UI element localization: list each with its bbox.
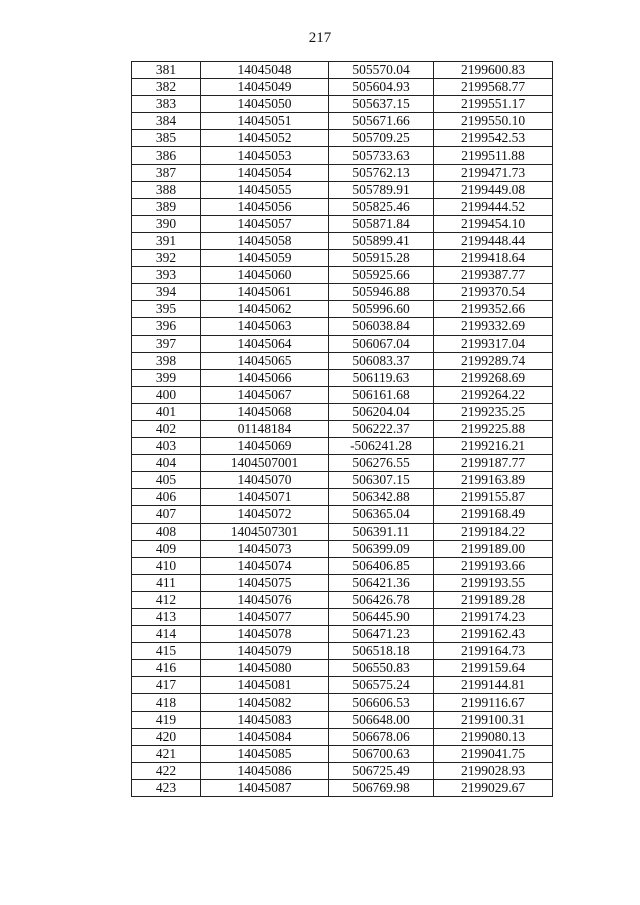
point-number-cell: 398 — [132, 352, 201, 369]
point-id-cell: 1404507001 — [201, 455, 329, 472]
x-coordinate-cell: 506161.68 — [329, 386, 434, 403]
table-row — [132, 711, 553, 728]
point-number-cell: 414 — [132, 626, 201, 643]
point-number-cell: 406 — [132, 489, 201, 506]
point-id-cell: 14045061 — [201, 284, 329, 301]
table-row — [132, 643, 553, 660]
point-number-cell: 413 — [132, 609, 201, 626]
y-coordinate-cell: 2199418.64 — [434, 250, 553, 267]
point-number-cell: 418 — [132, 694, 201, 711]
point-number-cell: 396 — [132, 318, 201, 335]
table-row — [132, 403, 553, 420]
point-id-cell: 14045085 — [201, 745, 329, 762]
point-id-cell: 14045080 — [201, 660, 329, 677]
y-coordinate-cell: 2199235.25 — [434, 403, 553, 420]
table-row — [132, 181, 553, 198]
point-id-cell: 14045072 — [201, 506, 329, 523]
point-number-cell: 384 — [132, 113, 201, 130]
y-coordinate-cell: 2199542.53 — [434, 130, 553, 147]
point-number-cell: 415 — [132, 643, 201, 660]
x-coordinate-cell: 505570.04 — [329, 62, 434, 79]
x-coordinate-cell: 506700.63 — [329, 745, 434, 762]
point-number-cell: 383 — [132, 96, 201, 113]
table-row — [132, 62, 553, 79]
point-number-cell: 391 — [132, 232, 201, 249]
point-id-cell: 14045081 — [201, 677, 329, 694]
x-coordinate-cell: 506769.98 — [329, 779, 434, 796]
point-id-cell: 14045079 — [201, 643, 329, 660]
x-coordinate-cell: 506648.00 — [329, 711, 434, 728]
point-id-cell: 14045066 — [201, 369, 329, 386]
point-number-cell: 382 — [132, 79, 201, 96]
y-coordinate-cell: 2199444.52 — [434, 198, 553, 215]
point-number-cell: 417 — [132, 677, 201, 694]
x-coordinate-cell: 505604.93 — [329, 79, 434, 96]
y-coordinate-cell: 2199264.22 — [434, 386, 553, 403]
table-row — [132, 762, 553, 779]
table-row — [132, 438, 553, 455]
point-id-cell: 14045068 — [201, 403, 329, 420]
x-coordinate-cell: 506575.24 — [329, 677, 434, 694]
x-coordinate-cell: 505871.84 — [329, 215, 434, 232]
point-id-cell: 14045048 — [201, 62, 329, 79]
table-row — [132, 523, 553, 540]
x-coordinate-cell: 506083.37 — [329, 352, 434, 369]
point-id-cell: 14045073 — [201, 540, 329, 557]
point-id-cell: 14045059 — [201, 250, 329, 267]
table-row — [132, 284, 553, 301]
x-coordinate-cell: 506518.18 — [329, 643, 434, 660]
table-row — [132, 352, 553, 369]
point-id-cell: 14045065 — [201, 352, 329, 369]
y-coordinate-cell: 2199189.28 — [434, 591, 553, 608]
point-number-cell: 389 — [132, 198, 201, 215]
x-coordinate-cell: 506406.85 — [329, 557, 434, 574]
table-row — [132, 626, 553, 643]
x-coordinate-cell: 505733.63 — [329, 147, 434, 164]
point-id-cell: 14045050 — [201, 96, 329, 113]
table-row — [132, 574, 553, 591]
point-id-cell: 14045051 — [201, 113, 329, 130]
x-coordinate-cell: 506725.49 — [329, 762, 434, 779]
coordinates-table-body — [132, 62, 553, 797]
x-coordinate-cell: 505996.60 — [329, 301, 434, 318]
point-id-cell: 14045060 — [201, 267, 329, 284]
y-coordinate-cell: 2199216.21 — [434, 438, 553, 455]
y-coordinate-cell: 2199189.00 — [434, 540, 553, 557]
point-id-cell: 14045067 — [201, 386, 329, 403]
x-coordinate-cell: 506550.83 — [329, 660, 434, 677]
y-coordinate-cell: 2199187.77 — [434, 455, 553, 472]
table-row — [132, 591, 553, 608]
x-coordinate-cell: 506307.15 — [329, 472, 434, 489]
point-id-cell: 14045055 — [201, 181, 329, 198]
point-number-cell: 397 — [132, 335, 201, 352]
x-coordinate-cell: 505709.25 — [329, 130, 434, 147]
x-coordinate-cell: 506365.04 — [329, 506, 434, 523]
y-coordinate-cell: 2199454.10 — [434, 215, 553, 232]
x-coordinate-cell: 506391.11 — [329, 523, 434, 540]
table-row — [132, 506, 553, 523]
x-coordinate-cell: 506445.90 — [329, 609, 434, 626]
point-number-cell: 381 — [132, 62, 201, 79]
table-row — [132, 779, 553, 796]
x-coordinate-cell: 505637.15 — [329, 96, 434, 113]
point-id-cell: 14045083 — [201, 711, 329, 728]
x-coordinate-cell: 506276.55 — [329, 455, 434, 472]
point-id-cell: 14045054 — [201, 164, 329, 181]
y-coordinate-cell: 2199471.73 — [434, 164, 553, 181]
y-coordinate-cell: 2199159.64 — [434, 660, 553, 677]
table-row — [132, 540, 553, 557]
point-id-cell: 14045058 — [201, 232, 329, 249]
table-row — [132, 232, 553, 249]
y-coordinate-cell: 2199550.10 — [434, 113, 553, 130]
point-id-cell: 14045075 — [201, 574, 329, 591]
table-row — [132, 369, 553, 386]
point-number-cell: 403 — [132, 438, 201, 455]
table-row — [132, 660, 553, 677]
point-id-cell: 14045053 — [201, 147, 329, 164]
y-coordinate-cell: 2199551.17 — [434, 96, 553, 113]
point-number-cell: 393 — [132, 267, 201, 284]
point-number-cell: 421 — [132, 745, 201, 762]
x-coordinate-cell: 506606.53 — [329, 694, 434, 711]
y-coordinate-cell: 2199370.54 — [434, 284, 553, 301]
table-row — [132, 301, 553, 318]
point-number-cell: 385 — [132, 130, 201, 147]
table-row — [132, 557, 553, 574]
y-coordinate-cell: 2199080.13 — [434, 728, 553, 745]
y-coordinate-cell: 2199116.67 — [434, 694, 553, 711]
point-id-cell: 14045062 — [201, 301, 329, 318]
point-number-cell: 402 — [132, 420, 201, 437]
y-coordinate-cell: 2199448.44 — [434, 232, 553, 249]
x-coordinate-cell: 506067.04 — [329, 335, 434, 352]
point-number-cell: 408 — [132, 523, 201, 540]
point-number-cell: 420 — [132, 728, 201, 745]
point-number-cell: 399 — [132, 369, 201, 386]
y-coordinate-cell: 2199511.88 — [434, 147, 553, 164]
point-number-cell: 405 — [132, 472, 201, 489]
point-id-cell: 14045069 — [201, 438, 329, 455]
point-number-cell: 416 — [132, 660, 201, 677]
y-coordinate-cell: 2199168.49 — [434, 506, 553, 523]
x-coordinate-cell: 506342.88 — [329, 489, 434, 506]
point-id-cell: 14045056 — [201, 198, 329, 215]
x-coordinate-cell: 506399.09 — [329, 540, 434, 557]
table-row — [132, 694, 553, 711]
point-id-cell: 14045086 — [201, 762, 329, 779]
point-id-cell: 14045049 — [201, 79, 329, 96]
point-number-cell: 404 — [132, 455, 201, 472]
point-number-cell: 407 — [132, 506, 201, 523]
point-id-cell: 14045084 — [201, 728, 329, 745]
table-row — [132, 79, 553, 96]
y-coordinate-cell: 2199225.88 — [434, 420, 553, 437]
point-number-cell: 400 — [132, 386, 201, 403]
x-coordinate-cell: 505946.88 — [329, 284, 434, 301]
y-coordinate-cell: 2199317.04 — [434, 335, 553, 352]
point-number-cell: 419 — [132, 711, 201, 728]
x-coordinate-cell: 506204.04 — [329, 403, 434, 420]
point-id-cell: 14045077 — [201, 609, 329, 626]
table-row — [132, 420, 553, 437]
point-number-cell: 388 — [132, 181, 201, 198]
y-coordinate-cell: 2199449.08 — [434, 181, 553, 198]
point-id-cell: 14045063 — [201, 318, 329, 335]
point-number-cell: 386 — [132, 147, 201, 164]
y-coordinate-cell: 2199162.43 — [434, 626, 553, 643]
y-coordinate-cell: 2199568.77 — [434, 79, 553, 96]
x-coordinate-cell: 505899.41 — [329, 232, 434, 249]
table-row — [132, 318, 553, 335]
y-coordinate-cell: 2199041.75 — [434, 745, 553, 762]
table-row — [132, 472, 553, 489]
point-number-cell: 390 — [132, 215, 201, 232]
point-number-cell: 395 — [132, 301, 201, 318]
x-coordinate-cell: 505925.66 — [329, 267, 434, 284]
y-coordinate-cell: 2199268.69 — [434, 369, 553, 386]
table-row — [132, 164, 553, 181]
table-row — [132, 147, 553, 164]
x-coordinate-cell: -506241.28 — [329, 438, 434, 455]
x-coordinate-cell: 505762.13 — [329, 164, 434, 181]
point-number-cell: 401 — [132, 403, 201, 420]
point-number-cell: 423 — [132, 779, 201, 796]
point-number-cell: 387 — [132, 164, 201, 181]
point-id-cell: 14045082 — [201, 694, 329, 711]
y-coordinate-cell: 2199029.67 — [434, 779, 553, 796]
x-coordinate-cell: 506222.37 — [329, 420, 434, 437]
x-coordinate-cell: 505825.46 — [329, 198, 434, 215]
point-id-cell: 14045087 — [201, 779, 329, 796]
point-id-cell: 14045052 — [201, 130, 329, 147]
point-id-cell: 14045071 — [201, 489, 329, 506]
table-row — [132, 250, 553, 267]
table-row — [132, 267, 553, 284]
x-coordinate-cell: 505671.66 — [329, 113, 434, 130]
y-coordinate-cell: 2199184.22 — [434, 523, 553, 540]
x-coordinate-cell: 505915.28 — [329, 250, 434, 267]
y-coordinate-cell: 2199144.81 — [434, 677, 553, 694]
point-number-cell: 409 — [132, 540, 201, 557]
point-id-cell: 14045076 — [201, 591, 329, 608]
y-coordinate-cell: 2199387.77 — [434, 267, 553, 284]
table-row — [132, 215, 553, 232]
y-coordinate-cell: 2199600.83 — [434, 62, 553, 79]
table-row — [132, 609, 553, 626]
table-row — [132, 386, 553, 403]
x-coordinate-cell: 506471.23 — [329, 626, 434, 643]
point-id-cell: 14045064 — [201, 335, 329, 352]
y-coordinate-cell: 2199193.55 — [434, 574, 553, 591]
x-coordinate-cell: 506119.63 — [329, 369, 434, 386]
point-id-cell: 1404507301 — [201, 523, 329, 540]
table-row — [132, 198, 553, 215]
point-number-cell: 411 — [132, 574, 201, 591]
page-number: 217 — [308, 30, 332, 46]
point-id-cell: 01148184 — [201, 420, 329, 437]
table-row — [132, 455, 553, 472]
table-row — [132, 745, 553, 762]
x-coordinate-cell: 506426.78 — [329, 591, 434, 608]
y-coordinate-cell: 2199100.31 — [434, 711, 553, 728]
y-coordinate-cell: 2199289.74 — [434, 352, 553, 369]
point-id-cell: 14045070 — [201, 472, 329, 489]
table-row — [132, 335, 553, 352]
x-coordinate-cell: 506678.06 — [329, 728, 434, 745]
point-id-cell: 14045057 — [201, 215, 329, 232]
y-coordinate-cell: 2199193.66 — [434, 557, 553, 574]
y-coordinate-cell: 2199332.69 — [434, 318, 553, 335]
point-number-cell: 412 — [132, 591, 201, 608]
y-coordinate-cell: 2199174.23 — [434, 609, 553, 626]
table-row — [132, 489, 553, 506]
y-coordinate-cell: 2199164.73 — [434, 643, 553, 660]
y-coordinate-cell: 2199163.89 — [434, 472, 553, 489]
y-coordinate-cell: 2199155.87 — [434, 489, 553, 506]
x-coordinate-cell: 506038.84 — [329, 318, 434, 335]
table-row — [132, 728, 553, 745]
table-row — [132, 130, 553, 147]
point-number-cell: 422 — [132, 762, 201, 779]
point-number-cell: 410 — [132, 557, 201, 574]
table-row — [132, 96, 553, 113]
y-coordinate-cell: 2199028.93 — [434, 762, 553, 779]
point-number-cell: 394 — [132, 284, 201, 301]
coordinates-table — [131, 61, 553, 797]
table-row — [132, 677, 553, 694]
x-coordinate-cell: 505789.91 — [329, 181, 434, 198]
x-coordinate-cell: 506421.36 — [329, 574, 434, 591]
y-coordinate-cell: 2199352.66 — [434, 301, 553, 318]
point-id-cell: 14045078 — [201, 626, 329, 643]
point-id-cell: 14045074 — [201, 557, 329, 574]
point-number-cell: 392 — [132, 250, 201, 267]
table-row — [132, 113, 553, 130]
